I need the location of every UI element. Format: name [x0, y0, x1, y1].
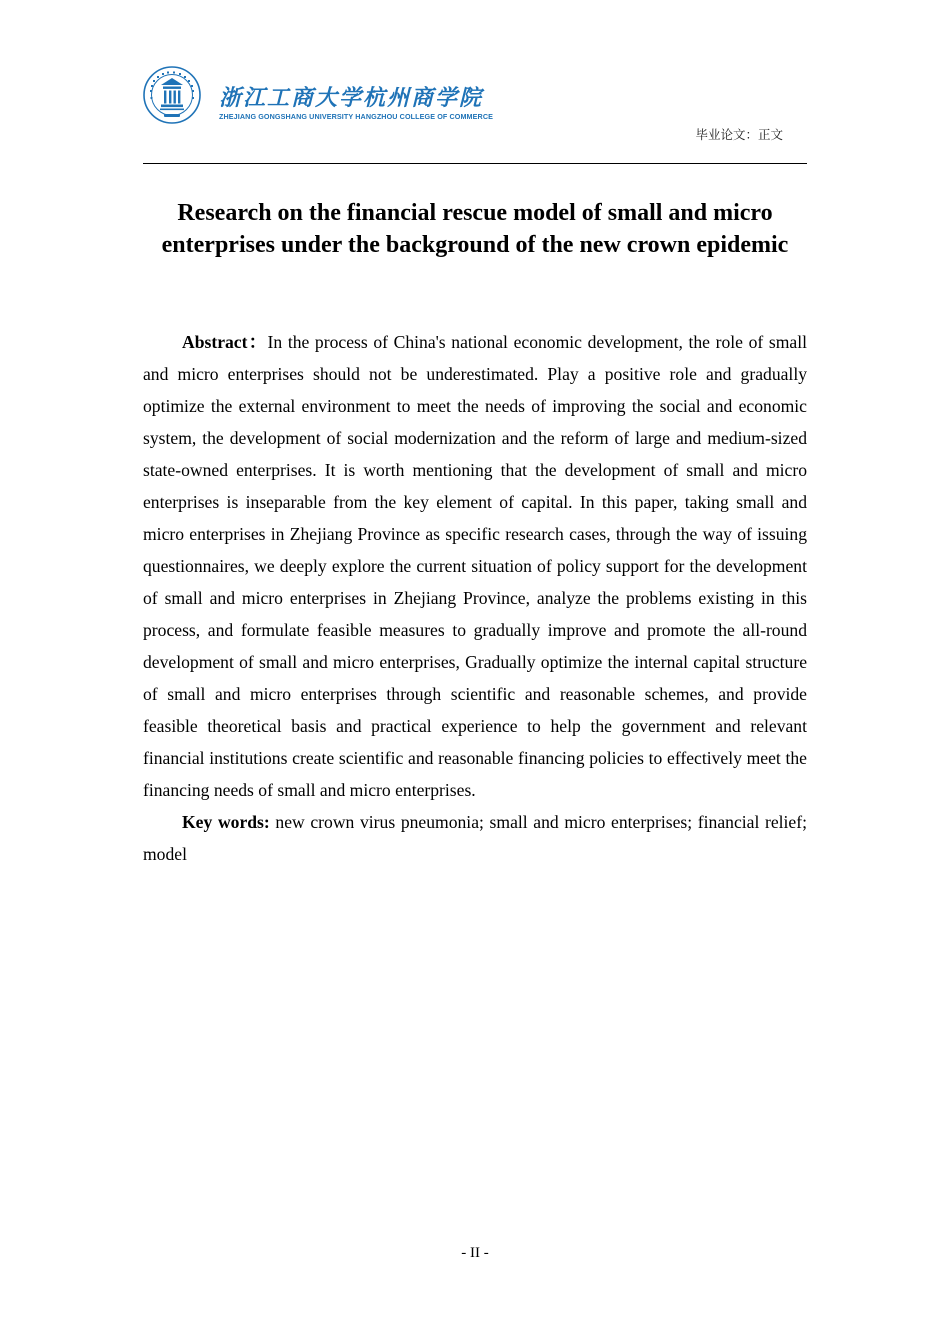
university-seal-logo	[143, 66, 201, 124]
header-divider	[143, 163, 807, 164]
keywords-paragraph	[143, 806, 807, 870]
abstract-text: In the process of China's national economic development, the role of small and micro enterprises should not be underestimated. Play a positive role and gradually optimize the external environment to meet the needs of improving the social and economic system, the development of social modernization and the reform of large and medium-sized state-owned enterprises. It is worth mentioning that the development of small and micro enterprises is inseparable from the key element of capital. In this paper, taking small and micro enterprises in Zhejiang Province as specific research cases, through the way of issuing questionnaires, we deeply explore the current situation of policy support for the development of small and micro enterprises in Zhejiang Province, analyze the problems existing in this process, and formulate feasible measures to gradually improve and promote the all-round development of small and micro enterprises, Gradually optimize the internal capital structure of small and micro enterprises through scientific and reasonable schemes, and provide feasible theoretical basis and practical experience to help the government and relevant financial institutions create scientific and reasonable financing policies to effectively meet the financing needs of small and micro enterprises.	[143, 332, 807, 800]
keywords-label: Key words:	[182, 812, 270, 832]
paper-title: Research on the financial rescue model of small and micro enterprises under the background of the new crown epidemic	[161, 200, 789, 258]
header-section-label: 毕业论文：正文	[695, 127, 783, 142]
abstract-section	[143, 326, 807, 870]
keywords-text: new crown virus pneumonia; small and micro enterprises; financial relief; model	[143, 812, 807, 864]
university-name-chinese: 浙江工商大学杭州商学院	[219, 86, 484, 111]
abstract-paragraph	[143, 326, 807, 806]
page-number: - II -	[461, 1245, 489, 1261]
page-header	[143, 66, 807, 164]
university-name-english: ZHEJIANG GONGSHANG UNIVERSITY HANGZHOU COLLEGE OF COMMERCE	[219, 112, 494, 121]
abstract-label: Abstract：	[182, 332, 268, 352]
university-wordmark-logo	[219, 86, 519, 121]
